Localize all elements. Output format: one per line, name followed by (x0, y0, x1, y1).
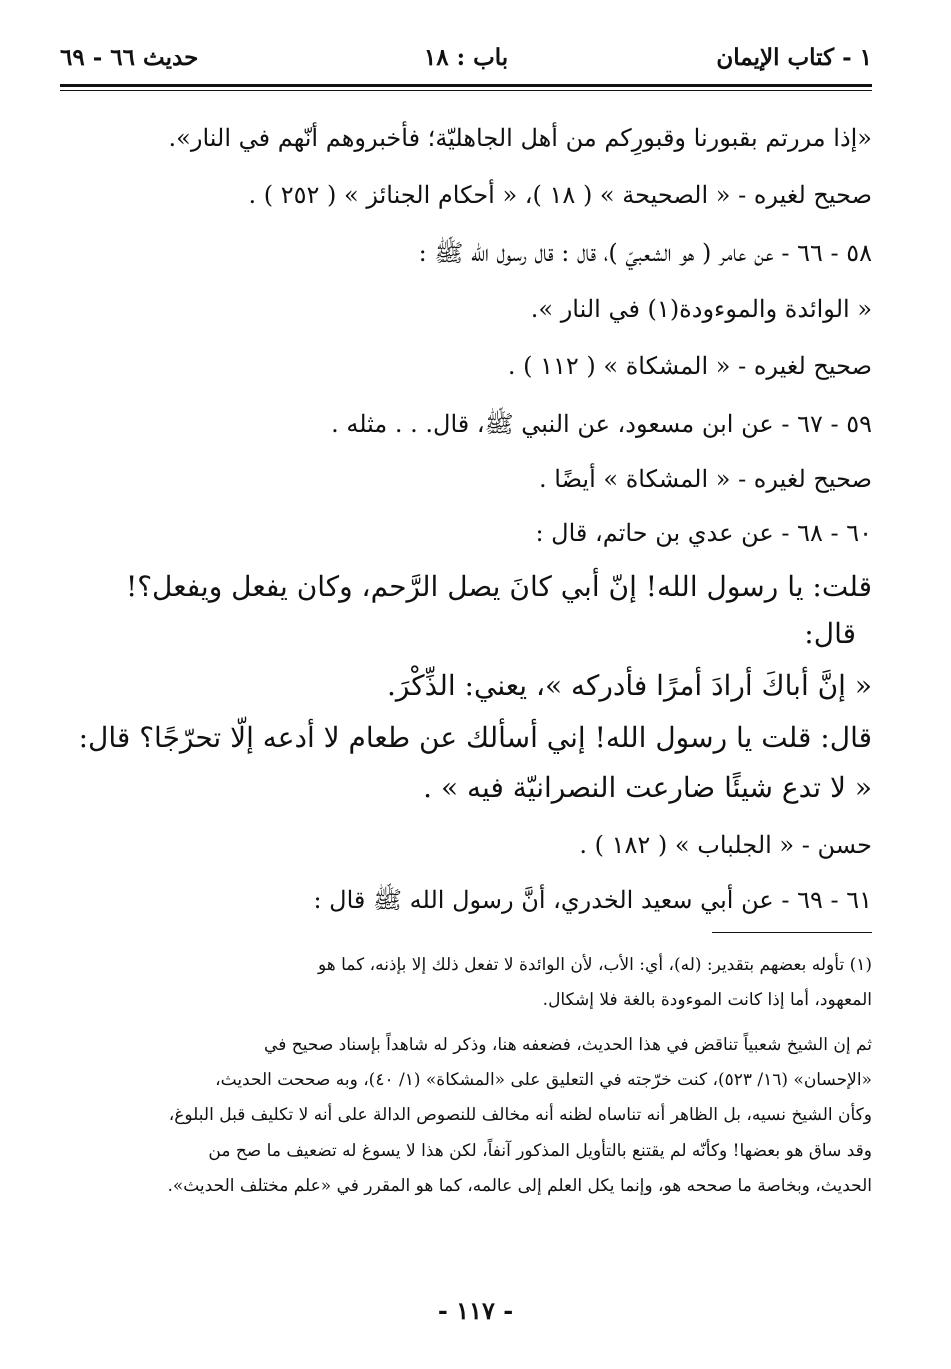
footnote-line: (١) تأوله بعضهم بتقدير: (له)، أي: الأب، لأن الوائدة لا تفعل ذلك إلا بإذنه، كما هو (317, 955, 872, 975)
body-line: « لا تدع شيئًا ضارعت النصرانيّة فيه » . (423, 771, 872, 804)
running-header (60, 44, 872, 84)
body-line: قال: (804, 617, 856, 650)
header-rule-thin (60, 90, 872, 91)
grading-line: صحيح لغيره - « المشكاة » ( ١١٢ ) . (507, 352, 872, 380)
body-line: قلت: يا رسول الله! إنّ أبي كانَ يصل الرَّحم، وكان يفعل ويفعل؟! (125, 570, 872, 603)
hadith-range: حديث ٦٦ - ٦٩ (60, 44, 199, 71)
footnote-separator (712, 932, 872, 933)
grading-line: حسن - « الجلباب » ( ١٨٢ ) . (579, 831, 872, 859)
header-rule-thick (60, 84, 872, 87)
footnote-line: الحديث، وبخاصة ما صححه هو، وإنما يكل العلم إلى عالمه، كما هو المقرر في «علم مختلف الحديث». (167, 1176, 872, 1196)
footnote-line: «الإحسان» (١٦/ ٥٢٣)، كنت خرّجته في التعليق على «المشكاة» (١/ ٤٠)، وبه صححت الحديث، (215, 1070, 872, 1090)
page-number: - ١١٧ - (437, 1296, 514, 1325)
body-line: « إنَّ أباكَ أرادَ أمرًا فأدركه »، يعني: الذِّكْرَ. (386, 669, 872, 702)
grading-line: صحيح لغيره - « الصحيحة » ( ١٨ )، « أحكام الجنائز » ( ٢٥٢ ) . (248, 181, 872, 209)
body-line: « الوائدة والموءودة(١) في النار ». (530, 295, 872, 323)
hadith-heading: ٦١ - ٦٩ - عن أبي سعيد الخدري، أنَّ رسول الله ﷺ قال : (313, 886, 872, 914)
bab-number: باب : ١٨ (423, 44, 509, 71)
footnote-line: ثم إن الشيخ شعبياً تناقض في هذا الحديث، فضعفه هنا، وذكر له شاهداً بإسناد صحيح في (264, 1035, 872, 1055)
grading-line: صحيح لغيره - « المشكاة » أيضًا . (539, 465, 872, 493)
hadith-heading: ٥٩ - ٦٧ - عن ابن مسعود، عن النبي ﷺ، قال. . . مثله . (331, 410, 872, 438)
footnote-line: وقد ساق هو بعضها! وكأنّه لم يقتنع بالتأويل المذكور آنفاً، لكن هذا لا يسوغ له تضعيف ما صح من (208, 1141, 872, 1161)
hadith-heading: ٦٠ - ٦٨ - عن عدي بن حاتم، قال : (535, 519, 872, 547)
body-line: «إذا مررتم بقبورنا وقبورِكم من أهل الجاهليّة؛ فأخبروهم أنّهم في النار». (168, 124, 872, 152)
footnote-line: وكأن الشيخ نسيه، بل الظاهر أنه تناساه لظنه أنه مخالف للنصوص الدالة على أنه لا تكليف قبل البلوغ، (168, 1105, 872, 1125)
hadith-heading: ٥٨ - ٦٦ - عن عامر ( هو الشعبيّ )، قال : قال رسول الله ﷺ : (418, 239, 872, 267)
body-line: قال: قلت يا رسول الله! إني أسألك عن طعام لا أدعه إلّا تحرّجًا؟ قال: (78, 721, 872, 754)
chapter-title: ١ - كتاب الإيمان (716, 44, 872, 71)
footnote-line: المعهود، أما إذا كانت الموءودة بالغة فلا إشكال. (542, 990, 872, 1010)
